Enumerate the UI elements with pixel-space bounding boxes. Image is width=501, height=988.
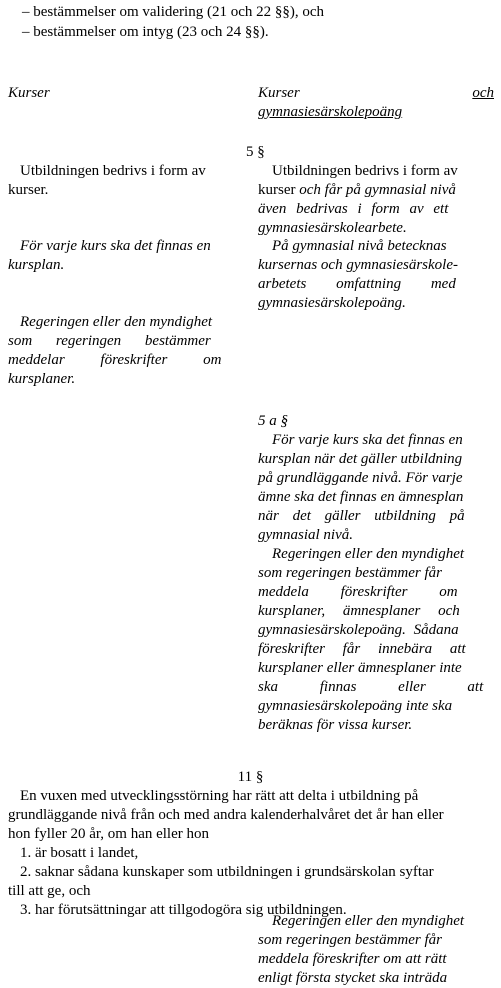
right-heading-line-2: gymnasiesärskolepoäng: [258, 104, 403, 120]
p11-line-3: hon fyller 20 år, om han eller hon: [8, 826, 210, 842]
left-p3-line-2: som regeringen bestämmer: [8, 333, 211, 349]
left-p3-line-1: Regeringen eller den myndighet: [20, 314, 213, 330]
right-p3-line-5: när det gäller utbildning på: [258, 508, 465, 524]
list11-item-3: 3. har förutsättningar att tillgodogöra sig utbildningen.: [20, 902, 347, 918]
right-p3-line-1: För varje kurs ska det finnas en: [272, 432, 463, 448]
section-11-paragraph: [8, 787, 494, 920]
left-paragraph-1: [8, 162, 240, 200]
right-paragraph-1: [258, 162, 494, 238]
right-p1-line-3: även bedrivas i form av ett: [258, 201, 449, 217]
right-p4-line-5: gymnasiesärskolepoäng. Sådana: [258, 622, 459, 638]
right-p3-line-4: ämne ska det finnas en ämnesplan: [258, 489, 464, 505]
right-p3-line-2: kursplan när det gäller utbildning: [258, 451, 463, 467]
right-p3-line-6: gymnasial nivå.: [258, 527, 353, 543]
right-p2-line-4: gymnasiesärskolepoäng.: [258, 295, 406, 311]
right-p4-line-6: föreskrifter får innebära att: [258, 641, 466, 657]
right-p5-line-2: som regeringen bestämmer får: [258, 932, 443, 948]
right-p4-line-9: gymnasiesärskolepoäng inte ska: [258, 698, 453, 714]
left-p1-line-2: kurser.: [8, 182, 49, 198]
right-p1-line-1: Utbildningen bedrivs i form av: [272, 163, 458, 179]
right-p2-line-2: kursernas och gymnasiesärskole-: [258, 257, 458, 273]
left-paragraph-2: [8, 237, 240, 275]
right-p1-line-2: kurser och får på gymnasial nivå: [258, 182, 456, 198]
right-p2-line-3: arbetets omfattning med: [258, 276, 456, 292]
right-paragraph-2: [258, 237, 494, 313]
right-paragraph-5: [258, 912, 494, 988]
right-paragraph-3: [258, 431, 494, 545]
list11-item-1: 1. är bosatt i landet,: [20, 845, 139, 861]
right-p4-line-2: som regeringen bestämmer får: [258, 565, 443, 581]
right-p2-line-1: På gymnasial nivå betecknas: [272, 238, 447, 254]
list11-item-2: 2. saknar sådana kunskaper som utbildningen i grundsärskolan syftar: [20, 864, 434, 880]
section-11-label: 11 §: [237, 769, 264, 785]
right-p4-line-7: kursplaner eller ämnesplaner inte: [258, 660, 462, 676]
right-p4-line-4: kursplaner, ämnesplaner och: [258, 603, 460, 619]
right-p4-line-8: ska finnas eller att: [258, 679, 484, 695]
right-heading-line-1: [258, 84, 494, 103]
right-p5-line-4: enligt första stycket ska inträda: [258, 970, 448, 986]
intro-line-1: – bestämmelser om validering (21 och 22 §§), och: [22, 4, 325, 20]
left-p3-line-3: meddelar föreskrifter om: [8, 352, 222, 368]
right-p1-line-4: gymnasiesärskolearbete.: [258, 220, 407, 236]
left-p2-line-2: kursplan.: [8, 257, 65, 273]
right-paragraph-4: [258, 545, 494, 735]
right-heading-och: och: [472, 85, 494, 101]
right-p4-line-3: meddela föreskrifter om: [258, 584, 458, 600]
left-p1-line-1: Utbildningen bedrivs i form av: [20, 163, 206, 179]
right-p4-line-1: Regeringen eller den myndighet: [272, 546, 465, 562]
right-p5-line-1: Regeringen eller den myndighet: [272, 913, 465, 929]
right-p5-line-3: meddela föreskrifter om att rätt: [258, 951, 447, 967]
list11-item-2-cont: till att ge, och: [8, 883, 91, 899]
left-heading: Kurser: [8, 85, 50, 101]
left-p3-line-4: kursplaner.: [8, 371, 76, 387]
section-5a-label: 5 a §: [258, 413, 288, 429]
p11-line-2: grundläggande nivå från och med andra kalenderhalvåret det år han eller: [8, 807, 444, 823]
p11-line-1: En vuxen med utvecklingsstörning har rätt att delta i utbildning på: [20, 788, 419, 804]
right-heading-kurser: Kurser: [258, 85, 300, 101]
left-p2-line-1: För varje kurs ska det finnas en: [20, 238, 211, 254]
section-5-label: 5 §: [246, 144, 265, 160]
right-p3-line-3: på grundläggande nivå. För varje: [258, 470, 463, 486]
intro-line-2: – bestämmelser om intyg (23 och 24 §§).: [22, 24, 269, 40]
right-p4-line-10: beräknas för vissa kurser.: [258, 717, 413, 733]
left-paragraph-3: [8, 313, 240, 389]
